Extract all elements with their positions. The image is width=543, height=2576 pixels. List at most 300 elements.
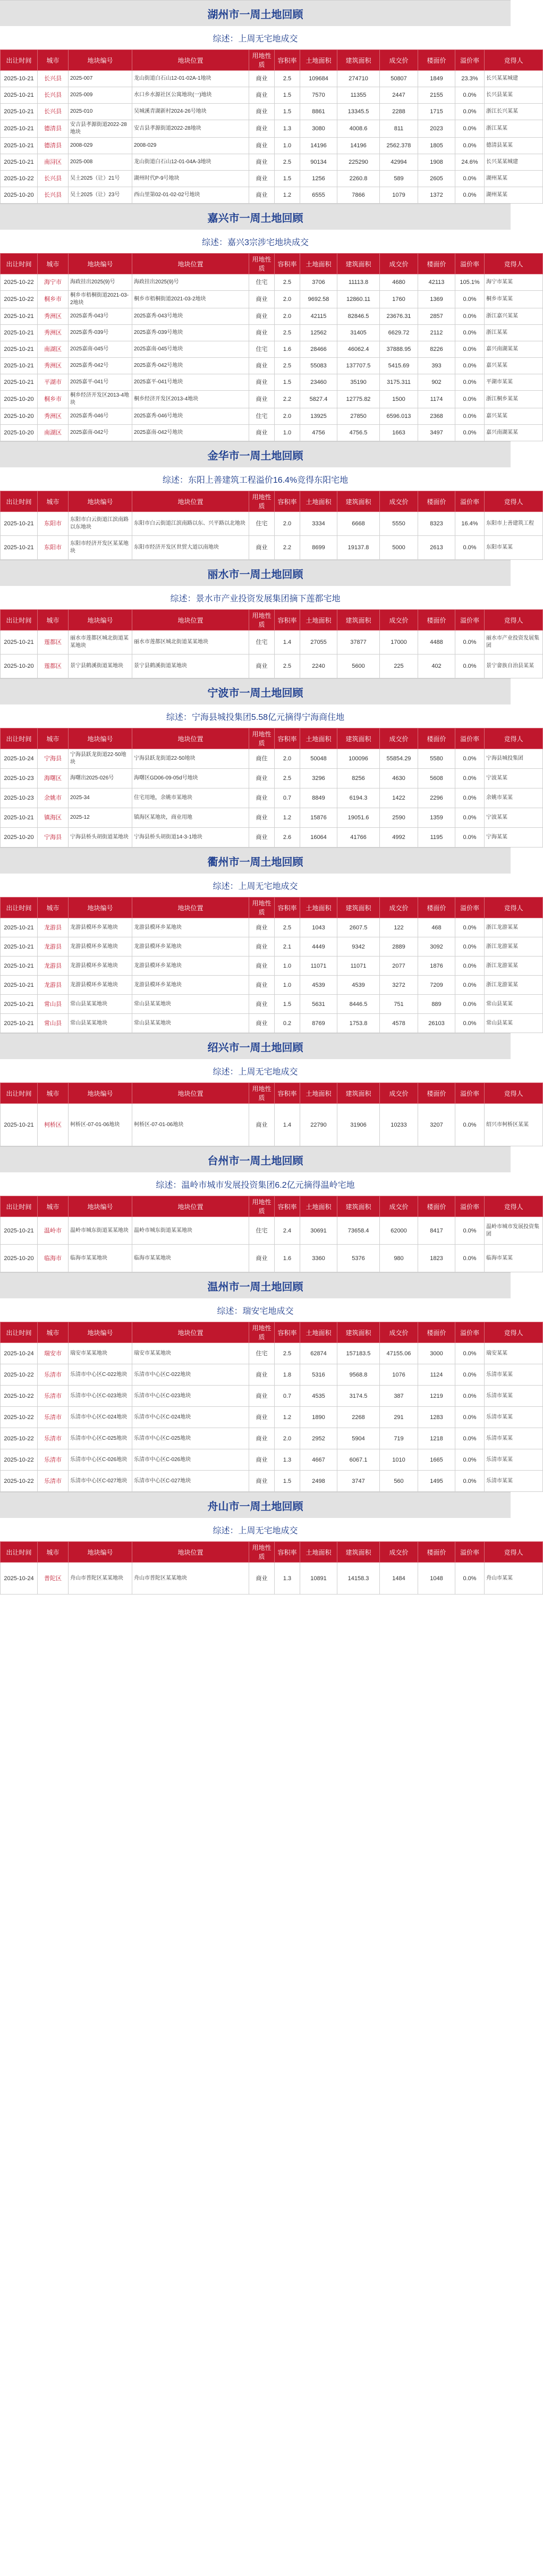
table-cell: 乐清市中心区C-027地块: [69, 1471, 132, 1492]
table-cell: 1.5: [275, 104, 300, 120]
table-cell: 瑞安市某某地块: [69, 1343, 132, 1364]
table-cell: 1124: [418, 1364, 455, 1386]
table-cell: 73658.4: [337, 1217, 380, 1245]
column-header: 地块编号: [69, 1542, 132, 1563]
column-header: 土地面积: [300, 1083, 337, 1104]
table-cell: 41766: [337, 828, 380, 848]
table-cell: 丽水市莲都区城北街道某某地块: [132, 631, 249, 655]
table-cell: 商业: [249, 828, 275, 848]
table-cell: 31405: [337, 325, 380, 341]
table-cell: 4535: [300, 1386, 337, 1407]
table-header-row: [1, 1322, 543, 1343]
table-cell: 42113: [418, 274, 455, 291]
column-header: 城市: [38, 1542, 69, 1563]
column-header: 楼面价: [418, 1083, 455, 1104]
table-cell: 1.5: [275, 995, 300, 1014]
table-header-row: [1, 728, 543, 749]
column-header: 溢价率: [455, 728, 485, 749]
table-cell: 2025-10-22: [1, 1364, 38, 1386]
table-cell: 瑞安市某某地块: [132, 1343, 249, 1364]
column-header: 城市: [38, 254, 69, 274]
table-header-row: [1, 1083, 543, 1104]
table-cell: 海宁市: [38, 274, 69, 291]
table-cell: 55854.29: [380, 749, 418, 769]
table-cell: 2025-10-23: [1, 769, 38, 788]
section-summary: 综述：景水市产业投资发展集团摘下莲都宅地: [170, 594, 341, 603]
table-cell: 东阳市: [38, 512, 69, 536]
table-cell: 商业: [249, 425, 275, 441]
table-cell: 1.0: [275, 425, 300, 441]
column-header: 用地性质: [249, 897, 275, 918]
table-row: [1, 1471, 543, 1492]
table-cell: 德清县: [38, 138, 69, 154]
table-cell: 秀洲区: [38, 308, 69, 325]
table-cell: 商业: [249, 1407, 275, 1428]
table-cell: 3080: [300, 120, 337, 138]
table-cell: 55083: [300, 358, 337, 374]
table-cell: 0.0%: [455, 536, 485, 560]
table-cell: 2025嘉南-045号地块: [132, 341, 249, 358]
table-cell: 2023: [418, 120, 455, 138]
column-header: 楼面价: [418, 1196, 455, 1217]
table-cell: 12562: [300, 325, 337, 341]
column-header: 土地面积: [300, 728, 337, 749]
section-summary: 综述：宁海县城投集团5.58亿元摘得宁海商住地: [166, 712, 345, 722]
table-cell: 0.0%: [455, 1471, 485, 1492]
land-table: [0, 728, 543, 848]
table-cell: 余姚市: [38, 788, 69, 808]
table-cell: 17000: [380, 631, 418, 655]
table-cell: 龙游县模环乡某地块: [69, 918, 132, 937]
table-cell: 商业: [249, 1563, 275, 1595]
table-cell: 商业: [249, 1014, 275, 1033]
table-cell: 乐清市某某: [485, 1428, 543, 1449]
table-cell: 商业: [249, 1364, 275, 1386]
table-cell: 乐清市中心区C-025地块: [69, 1428, 132, 1449]
table-cell: 6596.013: [380, 408, 418, 425]
column-header: 建筑面积: [337, 1083, 380, 1104]
column-header: 容积率: [275, 491, 300, 512]
table-row: [1, 918, 543, 937]
table-row: [1, 374, 543, 391]
table-cell: 秀洲区: [38, 325, 69, 341]
table-row: [1, 788, 543, 808]
table-cell: 7866: [337, 187, 380, 204]
table-cell: 2025-10-22: [1, 291, 38, 308]
column-header: 土地面积: [300, 897, 337, 918]
table-cell: 温岭市城东街道某某地块: [132, 1217, 249, 1245]
section-summary: 综述：瑞安宅地成交: [217, 1306, 294, 1316]
table-cell: 4992: [380, 828, 418, 848]
table-cell: 0.0%: [455, 655, 485, 678]
column-header: 地块编号: [69, 610, 132, 631]
table-header-row: [1, 1196, 543, 1217]
column-header: 用地性质: [249, 610, 275, 631]
column-header: 地块编号: [69, 491, 132, 512]
table-cell: 2260.8: [337, 171, 380, 187]
column-header: 城市: [38, 1083, 69, 1104]
table-cell: 8417: [418, 1217, 455, 1245]
table-cell: 余姚市某某: [485, 788, 543, 808]
column-header: 地块编号: [69, 50, 132, 71]
column-header: 地块位置: [132, 50, 249, 71]
table-cell: 乐清市: [38, 1364, 69, 1386]
table-cell: 浙江龙游某某: [485, 976, 543, 995]
city-section: [0, 848, 523, 1033]
table-cell: 7209: [418, 976, 455, 995]
table-cell: 1.4: [275, 1104, 300, 1146]
table-cell: 5550: [380, 512, 418, 536]
table-cell: 0.2: [275, 1014, 300, 1033]
table-cell: 2613: [418, 536, 455, 560]
column-header: 溢价率: [455, 897, 485, 918]
table-row: [1, 976, 543, 995]
table-cell: 桐乡市: [38, 391, 69, 408]
table-cell: 0.0%: [455, 1014, 485, 1033]
table-cell: 乐清市某某: [485, 1364, 543, 1386]
table-cell: 225290: [337, 154, 380, 171]
column-header: 竞得人: [485, 491, 543, 512]
column-header: 成交价: [380, 610, 418, 631]
table-cell: 常山县某某地块: [132, 995, 249, 1014]
table-cell: 温岭市城东街道某某地块: [69, 1217, 132, 1245]
section-title: 丽水市一周土地回顾: [0, 560, 511, 586]
table-cell: 7570: [300, 87, 337, 104]
table-header-row: [1, 1542, 543, 1563]
column-header: 楼面价: [418, 610, 455, 631]
table-cell: 2.5: [275, 1343, 300, 1364]
column-header: 溢价率: [455, 50, 485, 71]
table-cell: 住宅: [249, 1343, 275, 1364]
table-cell: 0.0%: [455, 374, 485, 391]
table-cell: 3272: [380, 976, 418, 995]
table-cell: 35190: [337, 374, 380, 391]
table-cell: 1.5: [275, 171, 300, 187]
table-cell: 0.0%: [455, 828, 485, 848]
column-header: 建筑面积: [337, 1322, 380, 1343]
table-cell: 2.5: [275, 274, 300, 291]
table-cell: 2025-10-21: [1, 120, 38, 138]
table-header-row: [1, 50, 543, 71]
table-row: [1, 828, 543, 848]
table-cell: 景宁县鹤溪街道某地块: [69, 655, 132, 678]
table-cell: 商业: [249, 104, 275, 120]
section-title: 衢州市一周土地回顾: [0, 848, 511, 874]
table-cell: 乐清市: [38, 1428, 69, 1449]
column-header: 出让时间: [1, 1196, 38, 1217]
table-cell: 1195: [418, 828, 455, 848]
table-cell: 温岭市城市发展投资集团: [485, 1217, 543, 1245]
table-cell: 镇海区某地块，商业用地: [132, 808, 249, 828]
table-cell: 长兴县: [38, 87, 69, 104]
table-cell: 291: [380, 1407, 418, 1428]
column-header: 楼面价: [418, 491, 455, 512]
table-cell: 3497: [418, 425, 455, 441]
table-cell: 109684: [300, 71, 337, 87]
section-title: 嘉兴市一周土地回顾: [0, 204, 511, 230]
table-cell: 2025-10-21: [1, 1104, 38, 1146]
table-cell: 2025-10-20: [1, 1245, 38, 1272]
table-cell: 9342: [337, 937, 380, 956]
table-cell: 2562.378: [380, 138, 418, 154]
table-cell: 23.3%: [455, 71, 485, 87]
table-cell: 50807: [380, 71, 418, 87]
section-summary: 综述：东阳上善建筑工程溢价16.4%竞得东阳宅地: [162, 475, 349, 485]
table-cell: 乐清市某某: [485, 1449, 543, 1471]
table-cell: 2498: [300, 1471, 337, 1492]
table-cell: 东阳市经济开发区世贸大道以南地块: [132, 536, 249, 560]
table-row: [1, 274, 543, 291]
table-cell: 商业: [249, 138, 275, 154]
table-row: [1, 87, 543, 104]
table-row: [1, 120, 543, 138]
table-row: [1, 408, 543, 425]
table-cell: 1.2: [275, 1407, 300, 1428]
table-cell: 23460: [300, 374, 337, 391]
table-cell: 2025-34: [69, 788, 132, 808]
table-cell: 4667: [300, 1449, 337, 1471]
column-header: 城市: [38, 897, 69, 918]
table-cell: 景宁县鹤溪街道某地块: [132, 655, 249, 678]
column-header: 用地性质: [249, 1542, 275, 1563]
column-header: 竞得人: [485, 610, 543, 631]
section-summary: 综述：温岭市城市发展投资集团6.2亿元摘得温岭宅地: [156, 1180, 355, 1190]
table-cell: 商业: [249, 937, 275, 956]
column-header: 用地性质: [249, 491, 275, 512]
table-cell: 舟山市某某: [485, 1563, 543, 1595]
table-cell: 2025-10-21: [1, 976, 38, 995]
section-title: 金华市一周土地回顾: [0, 441, 511, 467]
column-header: 楼面价: [418, 897, 455, 918]
section-title: 台州市一周土地回顾: [0, 1146, 511, 1172]
column-header: 成交价: [380, 897, 418, 918]
table-cell: 37888.95: [380, 341, 418, 358]
column-header: 竞得人: [485, 254, 543, 274]
table-cell: 浙江嘉兴某某: [485, 308, 543, 325]
table-cell: 1.3: [275, 1563, 300, 1595]
table-cell: 长兴某某城建: [485, 154, 543, 171]
table-cell: 2025-007: [69, 71, 132, 87]
table-cell: 2025-10-21: [1, 956, 38, 976]
table-cell: 2025-12: [69, 808, 132, 828]
table-cell: 37877: [337, 631, 380, 655]
table-cell: 0.7: [275, 788, 300, 808]
table-cell: 2025-10-21: [1, 138, 38, 154]
land-table: [0, 609, 543, 678]
table-cell: 1823: [418, 1245, 455, 1272]
table-cell: 2590: [380, 808, 418, 828]
table-cell: 临海市某某地块: [69, 1245, 132, 1272]
column-header: 溢价率: [455, 1196, 485, 1217]
table-cell: 28466: [300, 341, 337, 358]
table-cell: 5580: [418, 749, 455, 769]
table-cell: 吴土2025（让）21号: [69, 171, 132, 187]
table-cell: 2.5: [275, 769, 300, 788]
table-cell: 11071: [337, 956, 380, 976]
table-cell: 0.0%: [455, 87, 485, 104]
table-cell: 住宅: [249, 408, 275, 425]
table-cell: 2025-10-21: [1, 995, 38, 1014]
table-cell: 2025-10-23: [1, 788, 38, 808]
table-cell: 8323: [418, 512, 455, 536]
table-cell: 11113.8: [337, 274, 380, 291]
table-cell: 乐清市某某: [485, 1407, 543, 1428]
table-cell: 商业: [249, 536, 275, 560]
table-cell: 2857: [418, 308, 455, 325]
column-header: 地块编号: [69, 728, 132, 749]
section-summary: 综述：上周无宅地成交: [213, 34, 298, 44]
table-cell: 乐清市: [38, 1386, 69, 1407]
table-cell: 1.3: [275, 1449, 300, 1471]
table-cell: 751: [380, 995, 418, 1014]
table-cell: 27055: [300, 631, 337, 655]
table-cell: 乐清市: [38, 1407, 69, 1428]
table-cell: 桐乡市某某: [485, 291, 543, 308]
table-cell: 龙游县模环乡某地块: [69, 937, 132, 956]
column-header: 城市: [38, 491, 69, 512]
table-cell: 157183.5: [337, 1343, 380, 1364]
table-cell: 2025-10-21: [1, 918, 38, 937]
section-title: 温州市一周土地回顾: [0, 1272, 511, 1298]
table-cell: 商业: [249, 788, 275, 808]
column-header: 用地性质: [249, 1083, 275, 1104]
table-cell: 乐清市中心区C-023地块: [132, 1386, 249, 1407]
column-header: 竞得人: [485, 50, 543, 71]
table-cell: 2.6: [275, 828, 300, 848]
table-cell: 5631: [300, 995, 337, 1014]
table-cell: 1079: [380, 187, 418, 204]
table-cell: 0.0%: [455, 1428, 485, 1449]
table-cell: 南湖区: [38, 341, 69, 358]
table-cell: 丽水市产业投资发展集团: [485, 631, 543, 655]
table-cell: 2008-029: [69, 138, 132, 154]
table-cell: 1.3: [275, 120, 300, 138]
table-cell: 1890: [300, 1407, 337, 1428]
column-header: 竞得人: [485, 1322, 543, 1343]
column-header: 竞得人: [485, 1083, 543, 1104]
column-header: 成交价: [380, 1322, 418, 1343]
table-cell: 1876: [418, 956, 455, 976]
table-cell: 22790: [300, 1104, 337, 1146]
table-cell: 乐清市中心区C-022地块: [132, 1364, 249, 1386]
table-cell: 西山里第02-01-02-02号地块: [132, 187, 249, 204]
table-cell: 1.8: [275, 1364, 300, 1386]
table-cell: 吴土2025（让）23号: [69, 187, 132, 204]
table-cell: 8769: [300, 1014, 337, 1033]
column-header: 溢价率: [455, 1083, 485, 1104]
table-cell: 2952: [300, 1428, 337, 1449]
column-header: 容积率: [275, 1196, 300, 1217]
table-row: [1, 749, 543, 769]
table-cell: 宁海县跃龙街道22-50地块: [69, 749, 132, 769]
column-header: 城市: [38, 50, 69, 71]
table-cell: 2025-10-21: [1, 325, 38, 341]
table-cell: 瑞安某某: [485, 1343, 543, 1364]
table-cell: 393: [418, 358, 455, 374]
table-cell: 8861: [300, 104, 337, 120]
table-cell: 1715: [418, 104, 455, 120]
table-cell: 柯桥区-07-01-06地块: [132, 1104, 249, 1146]
table-cell: 4680: [380, 274, 418, 291]
table-cell: 9692.58: [300, 291, 337, 308]
table-cell: 14196: [300, 138, 337, 154]
column-header: 用地性质: [249, 1196, 275, 1217]
table-cell: 8849: [300, 788, 337, 808]
table-cell: 莲都区: [38, 655, 69, 678]
section-title: 舟山市一周土地回顾: [0, 1492, 511, 1518]
column-header: 成交价: [380, 1083, 418, 1104]
column-header: 容积率: [275, 50, 300, 71]
table-cell: 镇海区: [38, 808, 69, 828]
table-cell: 湖州某某: [485, 187, 543, 204]
column-header: 城市: [38, 728, 69, 749]
table-cell: 90134: [300, 154, 337, 171]
land-table: [0, 897, 543, 1033]
table-cell: 0.7: [275, 1386, 300, 1407]
table-cell: 0.0%: [455, 138, 485, 154]
table-cell: 11071: [300, 956, 337, 976]
table-cell: 2025-10-21: [1, 308, 38, 325]
table-cell: 2607.5: [337, 918, 380, 937]
table-row: [1, 104, 543, 120]
table-cell: 5600: [337, 655, 380, 678]
column-header: 土地面积: [300, 491, 337, 512]
table-cell: 瑞安市: [38, 1343, 69, 1364]
table-cell: 15876: [300, 808, 337, 828]
table-cell: 商业: [249, 308, 275, 325]
table-row: [1, 808, 543, 828]
table-row: [1, 1217, 543, 1245]
table-cell: 13925: [300, 408, 337, 425]
table-cell: 0.0%: [455, 937, 485, 956]
table-cell: 2025嘉秀-042号地块: [132, 358, 249, 374]
table-cell: 1219: [418, 1386, 455, 1407]
table-cell: 2.0: [275, 291, 300, 308]
column-header: 溢价率: [455, 491, 485, 512]
table-cell: 14158.3: [337, 1563, 380, 1595]
table-cell: 桐乡市: [38, 291, 69, 308]
city-section: [0, 1146, 539, 1272]
table-cell: 6067.1: [337, 1449, 380, 1471]
table-cell: 9568.8: [337, 1364, 380, 1386]
table-cell: 秀洲区: [38, 408, 69, 425]
column-header: 建筑面积: [337, 50, 380, 71]
table-cell: 常山县某某地块: [132, 1014, 249, 1033]
table-cell: 东阳市白云街道江滨南路以东、兴平路以北地块: [132, 512, 249, 536]
table-cell: 浙江龙游某某: [485, 937, 543, 956]
table-cell: 2025-10-21: [1, 536, 38, 560]
column-header: 出让时间: [1, 50, 38, 71]
table-cell: 2025-10-22: [1, 171, 38, 187]
table-cell: 10233: [380, 1104, 418, 1146]
table-cell: 1495: [418, 1471, 455, 1492]
column-header: 容积率: [275, 1542, 300, 1563]
table-cell: 乐清市中心区C-025地块: [132, 1428, 249, 1449]
table-cell: 嘉兴某某: [485, 408, 543, 425]
table-cell: 住宅用地，余姚市某地块: [132, 788, 249, 808]
table-cell: 2025嘉秀-039号: [69, 325, 132, 341]
table-cell: 2296: [418, 788, 455, 808]
column-header: 出让时间: [1, 728, 38, 749]
table-cell: 海政挂出2025(9)号: [69, 274, 132, 291]
table-cell: 0.0%: [455, 308, 485, 325]
table-cell: 乐清市中心区C-022地块: [69, 1364, 132, 1386]
table-cell: 3207: [418, 1104, 455, 1146]
table-cell: 1484: [380, 1563, 418, 1595]
table-cell: 4578: [380, 1014, 418, 1033]
table-cell: 住宅: [249, 1217, 275, 1245]
table-cell: 2.5: [275, 154, 300, 171]
